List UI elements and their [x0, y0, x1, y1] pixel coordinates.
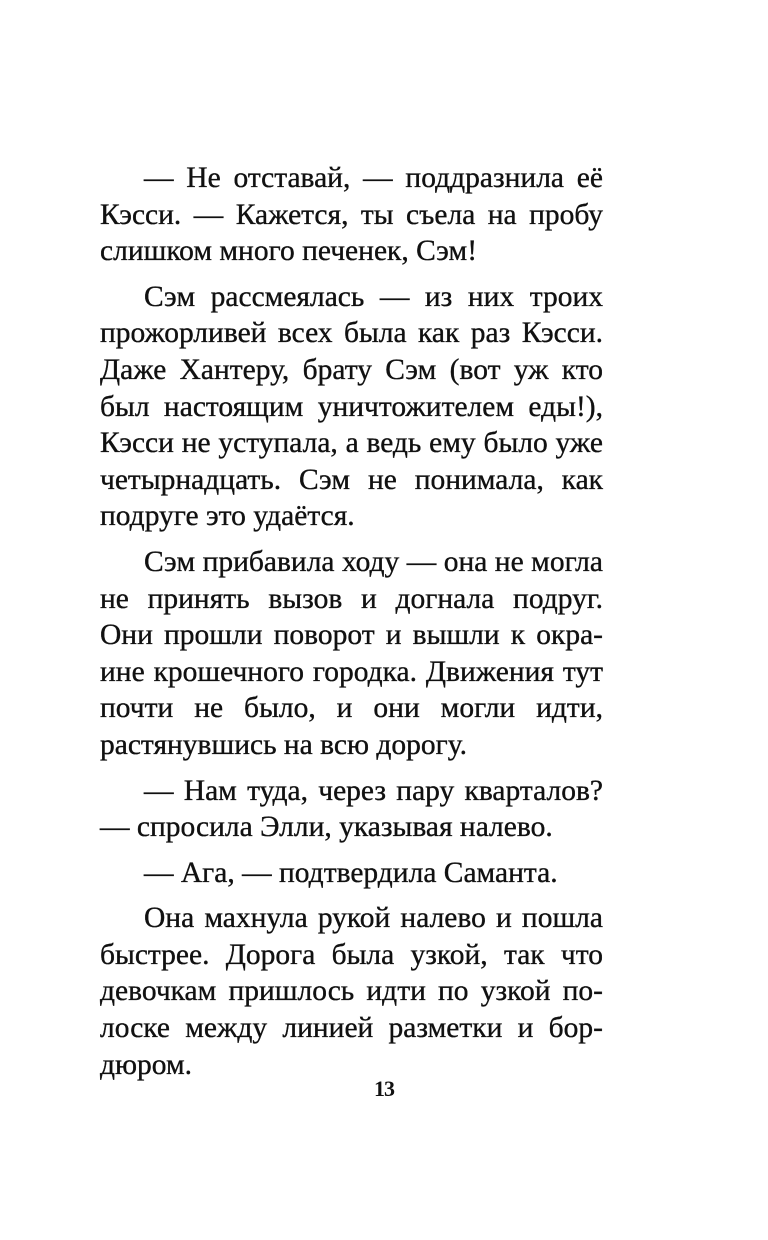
page-number: 13	[374, 1076, 394, 1101]
paragraph: — Нам туда, через пару кварталов? — спросила Элли, указывая налево.	[100, 774, 603, 844]
paragraph: Сэм рассмеялась — из них троих прожорливей всех была как раз Кэсси. Даже Хантеру, брату Сэм (вот уж кто был настоящим уничтожителем еды!), Кэсси не уступала, а ведь ему было уже четырнадцать. Сэм не понимала, как подруге это удаётся.	[100, 280, 603, 533]
body-text	[100, 160, 603, 1083]
paragraph: — Ага, — подтвердила Саманта.	[144, 856, 558, 889]
paragraph: — Не отставай, — поддразнила её Кэсси. — Кажется, ты съела на пробу слишком много печенек, Сэм!	[100, 162, 603, 268]
paragraph: Сэм прибавила ходу — она не могла не принять вызов и догнала подруг. Они прошли поворот и вышли к окраине крошечного городка. Движения тут почти не было, и они могли идти, растянувшись на всю дорогу.	[100, 545, 603, 761]
paragraph: Она махнула рукой налево и пошла быстрее. Дорога была узкой, так что девочкам пришлось идти по узкой полоске между линией разметки и бордюром.	[100, 902, 603, 1081]
